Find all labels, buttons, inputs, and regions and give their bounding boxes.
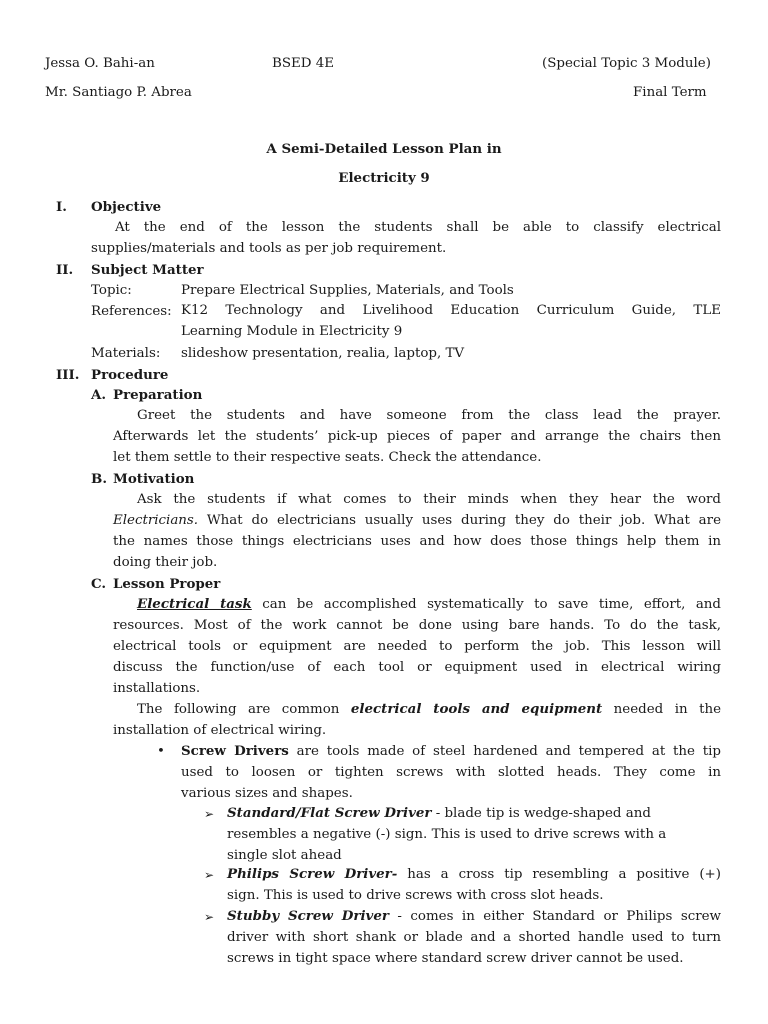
lesson-line: [113, 699, 721, 720]
stubby-screw-driver-text: [227, 906, 721, 969]
arrow-bullet-icon: ➢: [204, 910, 215, 924]
motivation-line-rest: What do electricians usually uses during they do their job. What are: [198, 513, 721, 528]
sub-item-line-rest: - comes in either Standard or Philips screw: [388, 909, 721, 924]
section-numeral-objective: I.: [56, 199, 67, 215]
sub-item-line: [227, 803, 721, 824]
subsection-title: Motivation: [113, 471, 195, 487]
references-label: References:: [91, 304, 172, 319]
preparation-text: [113, 405, 721, 468]
section-heading-objective: Objective: [91, 199, 162, 215]
section-heading-procedure: Procedure: [91, 367, 169, 383]
references-line: Learning Module in Electricity 9: [181, 324, 403, 339]
topic-value: Prepare Electrical Supplies, Materials, and Tools: [181, 283, 514, 298]
stubby-screw-driver-term: Stubby Screw Driver: [227, 908, 389, 924]
materials-value: slideshow presentation, realia, laptop, TV: [181, 346, 465, 361]
lesson-line: discuss the function/use of each tool or equipment used in electrical wiring: [113, 660, 721, 675]
sub-item-line: [227, 864, 721, 885]
sub-item-line: [227, 906, 721, 927]
document-subject: Electricity 9: [338, 170, 430, 186]
term-label: Final Term: [633, 85, 707, 100]
philips-screw-driver-text: [227, 864, 721, 906]
motivation-line: doing their job.: [113, 555, 218, 570]
electrical-task-term: Electrical task: [137, 596, 252, 612]
screw-drivers-term: Screw Drivers: [181, 743, 289, 759]
arrow-bullet-icon: ➢: [204, 807, 215, 821]
references-line: K12 Technology and Livelihood Education Curriculum Guide, TLE: [181, 303, 721, 318]
philips-screw-driver-term: Philips Screw Driver-: [227, 866, 398, 882]
preparation-line: Greet the students and have someone from the class lead the prayer.: [137, 408, 721, 423]
lesson-line: installation of electrical wiring.: [113, 723, 327, 738]
motivation-text: [113, 489, 721, 573]
tools-equipment-term: electrical tools and equipment: [350, 701, 603, 717]
motivation-line: the names those things electricians uses and how does those things help them in: [113, 534, 721, 549]
section-numeral-subject-matter: II.: [56, 262, 74, 278]
topic-label: Topic:: [91, 283, 132, 298]
subsection-heading-preparation: [91, 387, 202, 403]
module-label: (Special Topic 3 Module): [542, 56, 711, 71]
course-section: BSED 4E: [272, 56, 335, 71]
sub-item-line-rest: has a cross tip resembling a positive (+): [397, 867, 721, 882]
lesson-line: resources. Most of the work cannot be done using bare hands. To do the task,: [113, 618, 721, 633]
preparation-line: Afterwards let the students’ pick-up pieces of paper and arrange the chairs then: [113, 429, 721, 444]
screw-drivers-text: [181, 741, 721, 804]
preparation-line: let them settle to their respective seats. Check the attendance.: [113, 450, 542, 465]
author-name: Jessa O. Bahi-an: [45, 56, 155, 71]
lesson-proper-paragraph-2: [113, 699, 721, 741]
subsection-letter: C.: [91, 576, 107, 592]
lesson-line: installations.: [113, 681, 201, 696]
sub-item-line: driver with short shank or blade and a shorted handle used to turn: [227, 930, 721, 945]
lesson-line-start: The following are common: [137, 702, 351, 717]
sub-item-line: single slot ahead: [227, 848, 342, 863]
bullet-line: [181, 741, 721, 762]
instructor-name: Mr. Santiago P. Abrea: [45, 85, 192, 100]
motivation-line: Ask the students if what comes to their minds when they hear the word: [137, 492, 721, 507]
lesson-line-end: needed in the: [602, 702, 721, 717]
subsection-title: Preparation: [113, 387, 203, 403]
bullet-line: various sizes and shapes.: [181, 786, 353, 801]
bullet-line: used to loosen or tighten screws with slotted heads. They come in: [181, 765, 721, 780]
document-title: A Semi-Detailed Lesson Plan in: [266, 141, 502, 157]
section-heading-subject-matter: Subject Matter: [91, 262, 204, 278]
sub-item-line: screws in tight space where standard screw driver cannot be used.: [227, 951, 684, 966]
lesson-line: [113, 594, 721, 615]
lesson-proper-paragraph-1: [113, 594, 721, 699]
objective-line: At the end of the lesson the students shall be able to classify electrical: [115, 220, 721, 235]
subsection-heading-lesson-proper: [91, 576, 220, 592]
subsection-heading-motivation: [91, 471, 194, 487]
objective-text: [91, 217, 721, 259]
bullet-line-rest: are tools made of steel hardened and tempered at the tip: [288, 744, 721, 759]
electricians-term: Electricians.: [113, 513, 199, 528]
subsection-title: Lesson Proper: [113, 576, 221, 592]
motivation-line: [113, 510, 721, 531]
sub-item-line: sign. This is used to drive screws with cross slot heads.: [227, 888, 604, 903]
sub-item-line: resembles a negative (-) sign. This is used to drive screws with a: [227, 827, 667, 842]
materials-label: Materials:: [91, 346, 161, 361]
references-value: [181, 300, 721, 342]
flat-screw-driver-text: [227, 803, 721, 866]
flat-screw-driver-term: Standard/Flat Screw Driver: [227, 805, 432, 821]
bullet-icon: •: [157, 744, 165, 759]
lesson-line: electrical tools or equipment are needed to perform the job. This lesson will: [113, 639, 721, 654]
arrow-bullet-icon: ➢: [204, 868, 215, 882]
objective-line: supplies/materials and tools as per job requirement.: [91, 241, 447, 256]
section-numeral-procedure: III.: [56, 367, 80, 383]
lesson-line-rest: can be accomplished systematically to save time, effort, and: [251, 597, 721, 612]
subsection-letter: A.: [91, 387, 107, 403]
subsection-letter: B.: [91, 471, 107, 487]
sub-item-line-rest: - blade tip is wedge-shaped and: [431, 806, 651, 821]
